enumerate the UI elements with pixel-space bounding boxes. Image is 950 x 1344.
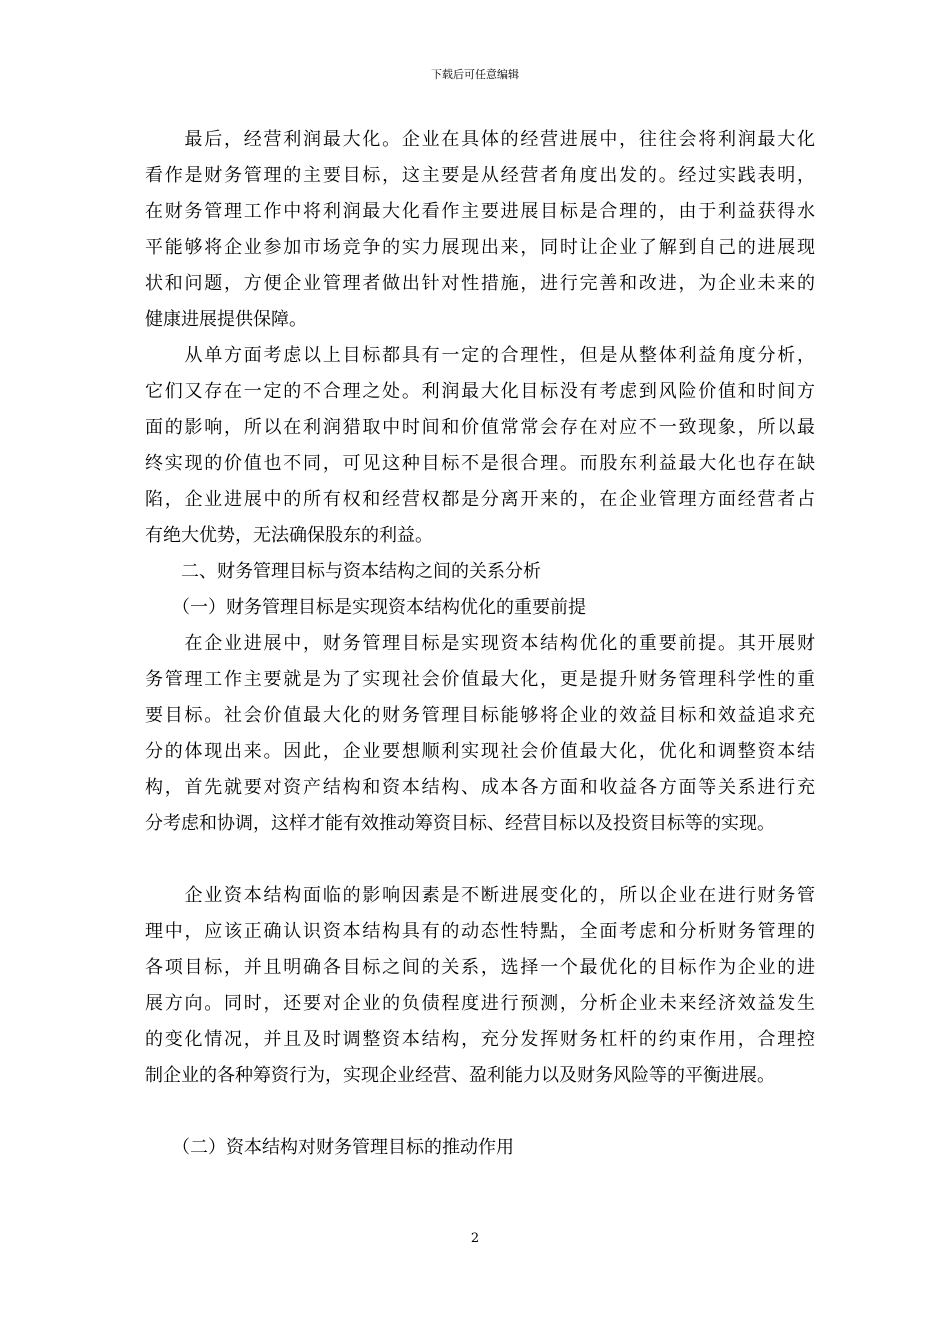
document-body — [145, 122, 815, 1166]
text-line: 健康进展提供保障。 — [145, 309, 307, 330]
text-line: 平能够将企业参加市场竞争的实力展现出来，同时让企业了解到自己的进展现 — [145, 237, 815, 258]
text-line: 状和问题，方便企业管理者做出针对性措施，进行完善和改进，为企业未来的 — [145, 273, 815, 294]
text-line: 构，首先就要对资产结构和资本结构、成本各方面和收益各方面等关系进行充 — [145, 777, 815, 798]
text-line: 要目标。社会价值最大化的财务管理目标能够将企业的效益目标和效益追求充 — [145, 705, 815, 726]
text-line: 分的体现出来。因此，企业要想顺利实现社会价值最大化，优化和调整资本结 — [145, 741, 815, 762]
text-line: 务管理工作主要就是为了实现社会价值最大化，更是提升财务管理科学性的重 — [145, 669, 815, 690]
text-line: 展方向。同时，还要对企业的负债程度进行预测，分析企业未来经济效益发生 — [145, 993, 815, 1014]
paragraph — [145, 338, 815, 554]
text-line: 分考虑和协调，这样才能有效推动筹资目标、经营目标以及投资目标等的实现。 — [145, 813, 775, 834]
text-line: 陷，企业进展中的所有权和经营权都是分离开来的，在企业管理方面经营者占 — [145, 489, 815, 510]
text-line: 终实现的价值也不同，可见这种目标不是很合理。而股东利益最大化也存在缺 — [145, 453, 815, 474]
subsection-heading: （一）财务管理目标是实现资本结构优化的重要前提 — [145, 597, 586, 618]
paragraph — [145, 122, 815, 338]
blank-line — [145, 1094, 815, 1130]
text-line: 理中，应该正确认识资本结构具有的动态性特點，全面考虑和分析财务管理的 — [145, 921, 815, 942]
text-line: 的变化情况，并且及时调整资本结构，充分发挥财务杠杆的约束作用，合理控 — [145, 1029, 815, 1050]
text-line: 从单方面考虑以上目标都具有一定的合理性，但是从整体利益角度分析， — [145, 345, 815, 366]
text-line: 看作是财务管理的主要目标，这主要是从经营者角度出发的。经过实践表明， — [145, 165, 815, 186]
text-line: 在企业进展中，财务管理目标是实现资本结构优化的重要前提。其开展财 — [145, 633, 815, 654]
paragraph — [145, 626, 815, 842]
text-line: 在财务管理工作中将利润最大化看作主要进展目标是合理的，由于利益获得水 — [145, 201, 815, 222]
page-header: 下载后可任意编辑 — [431, 68, 519, 81]
text-line: 制企业的各种筹资行为，实现企业经营、盈利能力以及财务风险等的平衡进展。 — [145, 1065, 775, 1086]
paragraph — [145, 878, 815, 1094]
text-line: 企业资本结构面临的影响因素是不断进展变化的，所以企业在进行财务管 — [145, 885, 815, 906]
text-line: 各项目标，并且明确各目标之间的关系，选择一个最优化的目标作为企业的进 — [145, 957, 815, 978]
text-line: 它们又存在一定的不合理之处。利润最大化目标没有考虑到风险价值和时间方 — [145, 381, 815, 402]
blank-line — [145, 842, 815, 878]
section-heading: 二、财务管理目标与资本结构之间的关系分析 — [145, 561, 541, 582]
text-line: 最后，经营利润最大化。企业在具体的经营进展中，往往会将利润最大化 — [145, 129, 815, 150]
text-line: 有绝大优势，无法确保股东的利益。 — [145, 525, 433, 546]
text-line: 面的影响，所以在利润猎取中时间和价值常常会存在对应不一致现象，所以最 — [145, 417, 815, 438]
page-number: 2 — [470, 1231, 480, 1246]
subsection-heading: （二）资本结构对财务管理目标的推动作用 — [145, 1137, 514, 1158]
